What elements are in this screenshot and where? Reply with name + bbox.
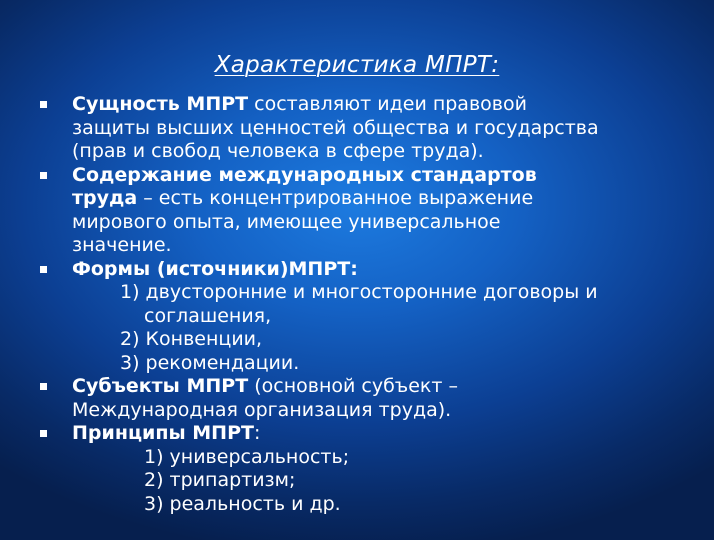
sub-item: 3) реальность и др. (144, 492, 341, 515)
square-bullet-icon (40, 101, 47, 108)
square-bullet-icon (40, 172, 47, 179)
sub-item: 2) трипартизм; (144, 469, 296, 491)
sub-item: 1) двусторонние и многосторонние договоры и (120, 281, 598, 303)
list-item-content (40, 164, 700, 258)
line-text: : (253, 422, 261, 444)
list-item-forms (40, 258, 700, 376)
line-text: составляют идеи правовой (248, 93, 527, 115)
text-line: мирового опыта, имеющее универсальное (72, 210, 501, 233)
bold-term: Сущность МПРТ (72, 93, 249, 115)
square-bullet-icon (40, 383, 47, 390)
list-item-essence (40, 93, 700, 164)
sub-item: 3) рекомендации. (120, 351, 300, 374)
slide-title: Характеристика МПРТ: (214, 52, 500, 78)
list-item-subjects (40, 375, 700, 422)
bold-term: труда (72, 187, 138, 209)
text-line (72, 258, 700, 282)
text-line (72, 375, 700, 399)
sub-item: соглашения, (144, 304, 272, 327)
text-line (72, 422, 700, 446)
line-text: (основной субъект – (248, 375, 458, 397)
bullet-list (40, 93, 700, 516)
text-line: (прав и свобод человека в сфере труда). (72, 140, 484, 162)
text-line (72, 164, 700, 188)
text-line (72, 93, 700, 117)
text-line: значение. (72, 234, 172, 256)
bold-term: Субъекты МПРТ (72, 375, 249, 397)
line-text: – есть концентрированное выражение (137, 187, 534, 209)
text-line: защиты высших ценностей общества и государства (72, 116, 599, 139)
square-bullet-icon (40, 430, 47, 437)
list-item-principles (40, 422, 700, 516)
square-bullet-icon (40, 266, 47, 273)
bold-term: Содержание международных стандартов (72, 163, 537, 186)
text-line: Международная организация труда). (72, 398, 452, 421)
bold-term: Формы (источники)МПРТ: (72, 257, 358, 280)
bold-term: Принципы МПРТ (72, 422, 254, 444)
sub-item: 1) универсальность; (144, 445, 350, 468)
text-line (72, 187, 700, 211)
sub-item: 2) Конвенции, (120, 328, 263, 350)
